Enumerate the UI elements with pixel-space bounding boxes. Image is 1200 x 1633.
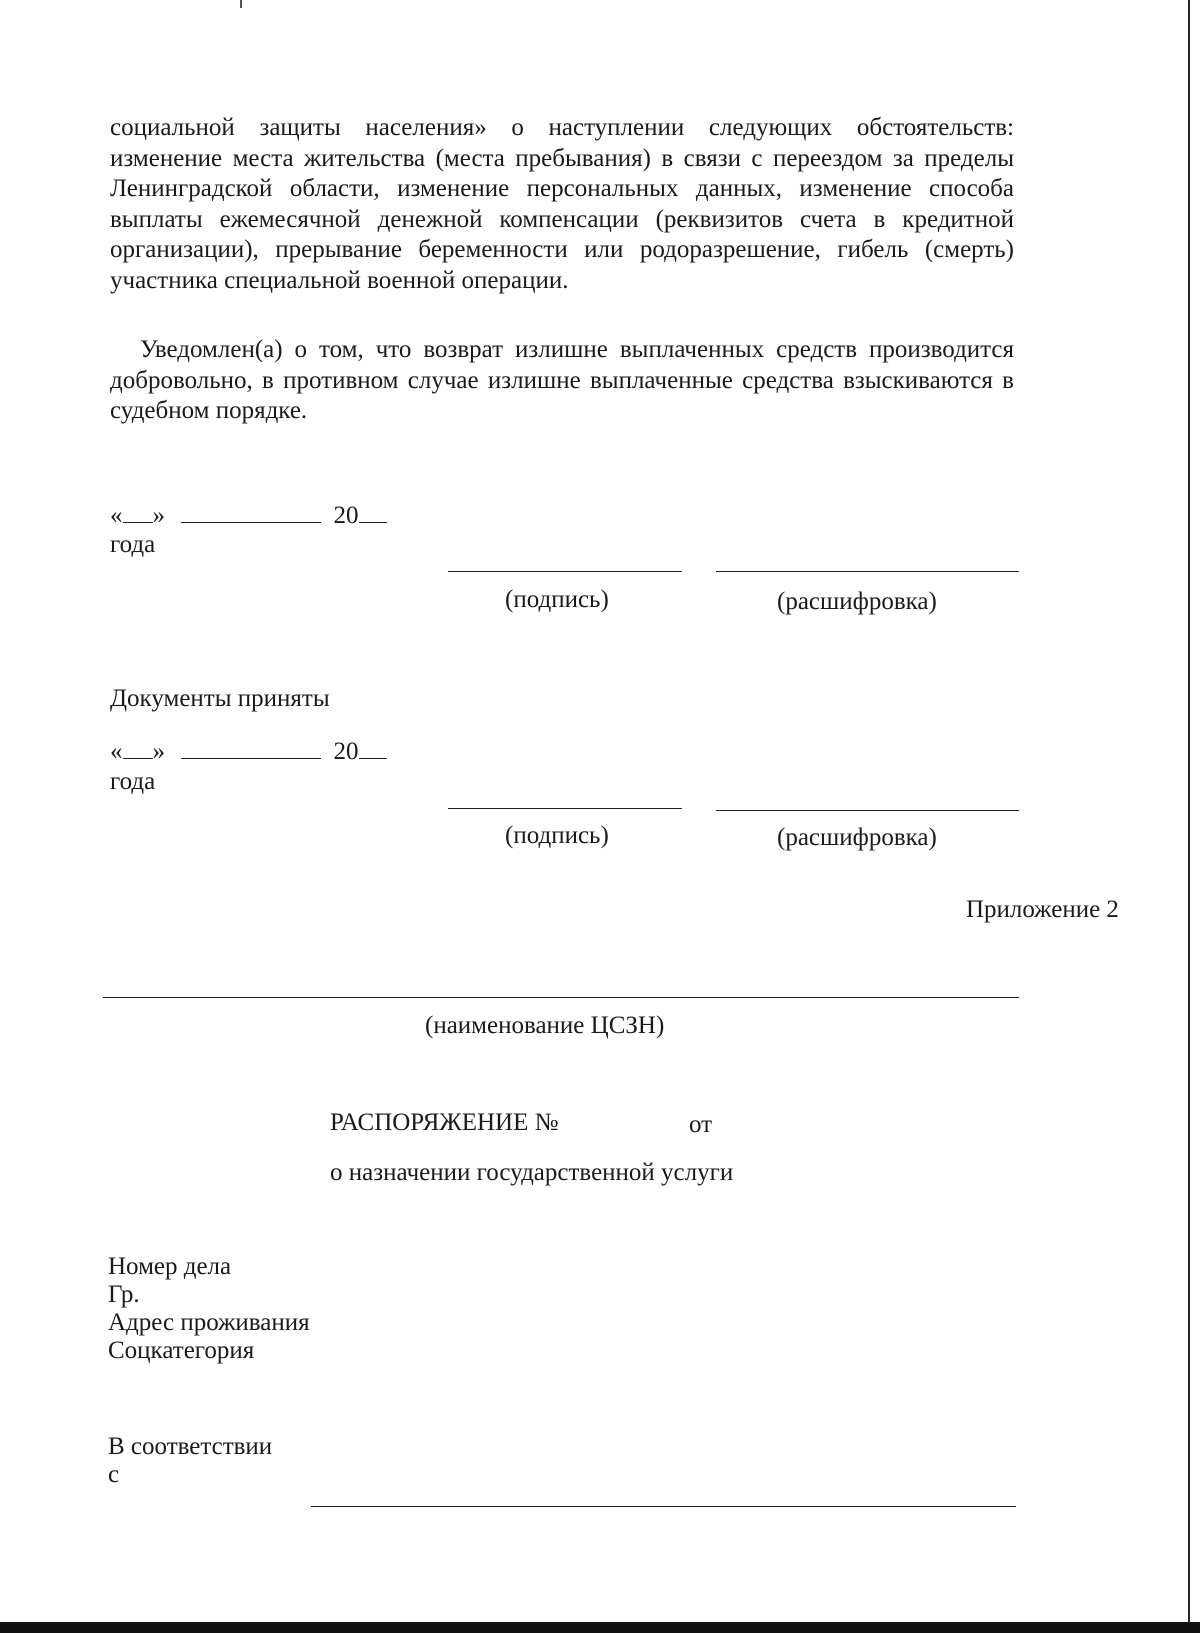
signature-line-1 [448, 571, 682, 572]
order-subject: о назначении государственной услуги [330, 1159, 734, 1186]
signature-caption-1: (подпись) [505, 586, 609, 613]
quote-open: « [110, 738, 123, 765]
date-field-1 [110, 500, 387, 531]
appendix-label: Приложение 2 [966, 896, 1119, 923]
org-caption: (наименование ЦСЗН) [425, 1012, 665, 1039]
year-prefix: 20 [333, 738, 359, 765]
scan-artifact-mark [240, 0, 242, 8]
quote-close: » [152, 738, 165, 765]
day-blank [123, 736, 153, 759]
date-field-2 [110, 736, 387, 767]
signature-line-2 [448, 808, 682, 809]
documents-accepted-label: Документы приняты [110, 685, 330, 712]
scan-edge-bottom [0, 1622, 1200, 1633]
citizen-label: Гр. [108, 1281, 140, 1308]
order-from: от [689, 1111, 713, 1138]
quote-open: « [110, 502, 123, 529]
month-blank [181, 500, 321, 523]
social-category-label: Соцкатегория [108, 1337, 255, 1364]
decoding-caption-1: (расшифровка) [777, 588, 937, 615]
month-blank [181, 736, 321, 759]
accordance-line-2: с [108, 1461, 120, 1488]
decoding-caption-2: (расшифровка) [777, 824, 937, 851]
org-name-line [103, 997, 1019, 998]
scan-edge-right [1188, 0, 1190, 1633]
year-word: года [110, 768, 156, 795]
case-number-label: Номер дела [108, 1253, 232, 1280]
decoding-line-2 [716, 810, 1019, 811]
order-title: РАСПОРЯЖЕНИЕ № [330, 1109, 559, 1136]
year-prefix: 20 [333, 502, 359, 529]
notice-paragraph: социальной защиты населения» о наступлении следующих обстоятельств: изменение места жительства (места пребывания) в связи с переездом за пределы Ленинградской области, изменение персональных данных, изменение способа выплаты ежемесячной денежной компенсации (реквизитов счета в кредитной организации), прерывание беременности или родоразрешение, гибель (смерть) участника специальной военной операции. [110, 114, 1014, 294]
decoding-line-1 [716, 571, 1019, 572]
day-blank [123, 500, 153, 523]
address-label: Адрес проживания [108, 1309, 310, 1336]
accordance-line-1: В соответствии [108, 1433, 273, 1460]
quote-close: » [152, 502, 165, 529]
refund-paragraph: Уведомлен(а) о том, что возврат излишне выплаченных средств производится добровольно, в противном случае излишне выплаченные средства взыскиваются в судебном порядке. [110, 336, 1014, 424]
year-blank [359, 736, 387, 759]
signature-caption-2: (подпись) [505, 822, 609, 849]
accordance-blank-line [311, 1506, 1016, 1507]
year-blank [359, 500, 387, 523]
year-word: года [110, 531, 156, 558]
